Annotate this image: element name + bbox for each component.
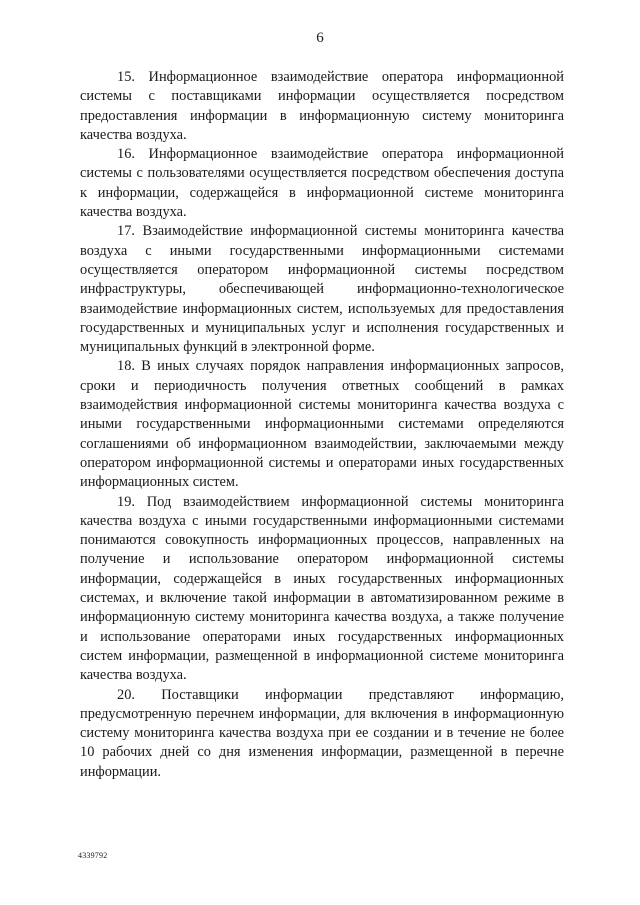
page-number: 6 xyxy=(316,30,324,46)
paragraph-16: 16. Информационное взаимодействие оператора информационной системы с пользователями осуществляется посредством обеспечения доступа к информации, содержащейся в информационной системе мониторинга качества воздуха. xyxy=(80,146,564,221)
paragraph-20: 20. Поставщики информации представляют информацию, предусмотренную перечнем информации, для включения в информационную систему мониторинга качества воздуха при ее создании и в течение не более 10 рабочих дней со дня изменения информации, размещенной в перечне информации. xyxy=(80,686,564,780)
paragraph-17: 17. Взаимодействие информационной системы мониторинга качества воздуха с иными государственными информационными системами осуществляется оператором информационной системы посредством инфраструктуры, обеспечивающей информационно-технологическое взаимодействие информационных систем, используемых для предоставления государственных и муниципальных услуг и исполнения государственных и муниципальных функций в электронной форме. xyxy=(80,223,564,356)
paragraph-19: 19. Под взаимодействием информационной системы мониторинга качества воздуха с иными государственными информационными системами понимаются совокупность информационных процессов, направленных на получение и использование оператором информационной системы информации, содержащейся в иных государственных информационных системах, и включение такой информации в автоматизированном режиме в информационную систему мониторинга качества воздуха, а также получение и использование операторами иных государственных информационных систем информации, размещенной в информационной системе мониторинга качества воздуха. xyxy=(80,493,564,684)
paragraph-18: 18. В иных случаях порядок направления информационных запросов, сроки и периодичность получения ответных сообщений в рамках взаимодействия информационной системы мониторинга качества воздуха с иными государственными информационными системами определяются соглашениями об информационном взаимодействии, заключаемыми между оператором информационной системы и операторами иных государственных информационных систем. xyxy=(80,358,564,491)
paragraph-15: 15. Информационное взаимодействие оператора информационной системы с поставщиками информации осуществляется посредством предоставления информации в информационную систему мониторинга качества воздуха. xyxy=(80,69,564,143)
document-code: 4339792 xyxy=(78,851,108,860)
document-body xyxy=(80,68,564,782)
